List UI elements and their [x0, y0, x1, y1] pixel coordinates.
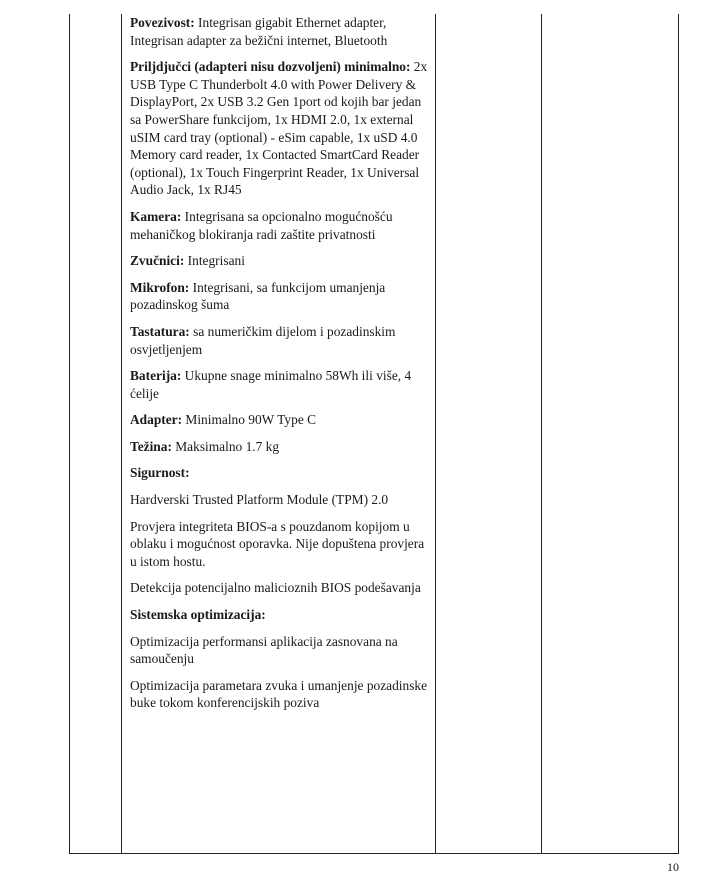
- spec-battery: [130, 367, 432, 402]
- spec-label: Adapter:: [130, 412, 183, 428]
- table-border-col2: [121, 14, 122, 854]
- spec-security-bios-integrity: [130, 518, 432, 571]
- spec-text: Provjera integriteta BIOS-a s pouzdanom kopijom u oblaku i mogućnost oporavka. Nije dopuštena provjera u istom hostu.: [130, 518, 425, 569]
- table-border-right: [678, 14, 679, 854]
- spec-text: Minimalno 90W Type C: [182, 412, 317, 428]
- spec-label: Sigurnost:: [130, 465, 190, 481]
- spec-label: Priljdjučci (adapteri nisu dozvoljeni) minimalno:: [130, 59, 411, 75]
- spec-security-bios-detection: [130, 579, 432, 597]
- spec-label: Mikrofon:: [130, 279, 190, 295]
- table-border-left: [69, 14, 70, 854]
- spec-security-tpm: [130, 491, 432, 509]
- spec-ports: [130, 58, 432, 199]
- table-border-bottom: [69, 853, 679, 854]
- spec-text: Integrisan gigabit Ethernet adapter, Integrisan adapter za bežični internet, Bluetooth: [130, 15, 388, 48]
- spec-security-heading: [130, 464, 432, 482]
- spec-text: Detekcija potencijalno malicioznih BIOS podešavanja: [130, 580, 421, 596]
- page-number: 10: [667, 860, 679, 874]
- spec-label: Zvučnici:: [130, 253, 185, 269]
- spec-label: Težina:: [130, 438, 172, 454]
- spec-optimization-audio: [130, 677, 432, 712]
- spec-label: Baterija:: [130, 368, 182, 384]
- spec-text: sa numeričkim dijelom i pozadinskim osvjetljenjem: [130, 323, 396, 357]
- table-border-col3: [435, 14, 436, 854]
- spec-optimization-heading: [130, 606, 432, 624]
- spec-text: 2x USB Type C Thunderbolt 4.0 with Power Delivery & DisplayPort, 2x USB 3.2 Gen 1port od kojih bar jedan sa PowerShare funkcijom, 1x HDMI 2.0, 1x external uSIM card tray (optional) - eSim capable, 1x uSD 4.0 Memory card reader, 1x Contacted SmartCard Reader (optional), 1x Touch Fingerprint Reader, 1x Universal Audio Jack, 1x RJ45: [130, 59, 428, 198]
- spec-text: Optimizacija performansi aplikacija zasnovana na samoučenju: [130, 633, 398, 667]
- spec-microphone: [130, 279, 432, 314]
- spec-text: Hardverski Trusted Platform Module (TPM) 2.0: [130, 492, 389, 508]
- spec-label: Sistemska optimizacija:: [130, 607, 266, 623]
- spec-label: Kamera:: [130, 208, 182, 224]
- spec-keyboard: [130, 323, 432, 358]
- spec-connectivity: [130, 14, 432, 49]
- spec-camera: [130, 208, 432, 243]
- spec-label: Povezivost:: [130, 15, 195, 30]
- spec-text: Maksimalno 1.7 kg: [171, 438, 280, 454]
- spec-text: Integrisana sa opcionalno mogućnošću mehaničkog blokiranja radi zaštite privatnosti: [130, 208, 393, 242]
- specification-cell: [130, 14, 432, 721]
- spec-label: Tastatura:: [130, 323, 190, 339]
- spec-text: Ukupne snage minimalno 58Wh ili više, 4 ćelije: [130, 368, 412, 401]
- spec-text: Integrisani: [184, 253, 245, 269]
- spec-optimization-performance: [130, 633, 432, 668]
- spec-speakers: [130, 252, 432, 270]
- spec-text: Optimizacija parametara zvuka i umanjenje pozadinske buke tokom konferencijskih poziva: [130, 677, 428, 711]
- spec-weight: [130, 438, 432, 456]
- spec-text: Integrisani, sa funkcijom umanjenja pozadinskog šuma: [130, 279, 386, 313]
- table-border-col4: [541, 14, 542, 854]
- spec-adapter: [130, 411, 432, 429]
